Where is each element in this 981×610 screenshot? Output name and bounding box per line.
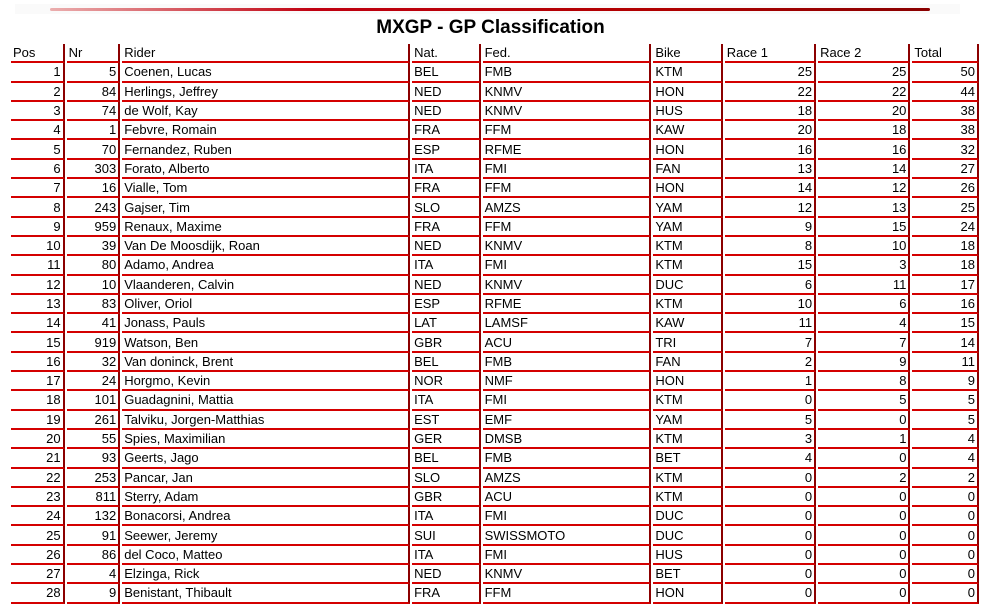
cell-pos: 14 xyxy=(11,314,65,333)
header-brush-stroke xyxy=(15,4,960,14)
cell-total: 18 xyxy=(912,256,979,275)
cell-race2: 5 xyxy=(818,391,910,410)
cell-bike: KTM xyxy=(653,430,722,449)
cell-fed: AMZS xyxy=(483,469,652,488)
table-row xyxy=(11,333,979,352)
cell-fed: SWISSMOTO xyxy=(483,526,652,545)
cell-total: 2 xyxy=(912,469,979,488)
cell-race2: 25 xyxy=(818,63,910,82)
table-row xyxy=(11,63,979,82)
cell-nat: FRA xyxy=(412,584,480,603)
column-header-race2: Race 2 xyxy=(818,44,910,63)
cell-nat: GER xyxy=(412,430,480,449)
cell-nat: ITA xyxy=(412,160,480,179)
cell-bike: HUS xyxy=(653,102,722,121)
cell-race2: 4 xyxy=(818,314,910,333)
cell-nr: 253 xyxy=(67,469,121,488)
cell-pos: 16 xyxy=(11,353,65,372)
table-row xyxy=(11,140,979,159)
cell-nat: NED xyxy=(412,276,480,295)
cell-race2: 14 xyxy=(818,160,910,179)
cell-total: 0 xyxy=(912,565,979,584)
cell-bike: HUS xyxy=(653,546,722,565)
cell-fed: FMI xyxy=(483,160,652,179)
cell-nr: 70 xyxy=(67,140,121,159)
cell-rider: Gajser, Tim xyxy=(122,198,410,217)
cell-pos: 4 xyxy=(11,121,65,140)
cell-race2: 18 xyxy=(818,121,910,140)
cell-rider: Geerts, Jago xyxy=(122,449,410,468)
cell-nr: 39 xyxy=(67,237,121,256)
cell-nat: NOR xyxy=(412,372,480,391)
classification-table xyxy=(9,44,981,604)
cell-bike: KAW xyxy=(653,121,722,140)
cell-race1: 1 xyxy=(725,372,816,391)
cell-race2: 6 xyxy=(818,295,910,314)
cell-pos: 5 xyxy=(11,140,65,159)
cell-pos: 8 xyxy=(11,198,65,217)
cell-bike: YAM xyxy=(653,411,722,430)
cell-nat: ITA xyxy=(412,507,480,526)
cell-nat: SLO xyxy=(412,198,480,217)
cell-pos: 21 xyxy=(11,449,65,468)
cell-race1: 0 xyxy=(725,565,816,584)
cell-rider: Febvre, Romain xyxy=(122,121,410,140)
cell-rider: Oliver, Oriol xyxy=(122,295,410,314)
cell-fed: KNMV xyxy=(483,102,652,121)
cell-race2: 10 xyxy=(818,237,910,256)
cell-rider: Horgmo, Kevin xyxy=(122,372,410,391)
cell-fed: FFM xyxy=(483,121,652,140)
cell-bike: DUC xyxy=(653,507,722,526)
cell-bike: BET xyxy=(653,565,722,584)
cell-fed: KNMV xyxy=(483,237,652,256)
cell-race1: 4 xyxy=(725,449,816,468)
column-header-nr: Nr xyxy=(67,44,121,63)
table-row xyxy=(11,353,979,372)
cell-pos: 26 xyxy=(11,546,65,565)
cell-race1: 15 xyxy=(725,256,816,275)
cell-fed: FFM xyxy=(483,179,652,198)
table-row xyxy=(11,391,979,410)
table-row xyxy=(11,372,979,391)
cell-race2: 7 xyxy=(818,333,910,352)
cell-fed: FMB xyxy=(483,449,652,468)
cell-total: 32 xyxy=(912,140,979,159)
cell-race1: 0 xyxy=(725,469,816,488)
cell-pos: 2 xyxy=(11,83,65,102)
cell-pos: 20 xyxy=(11,430,65,449)
cell-rider: Vialle, Tom xyxy=(122,179,410,198)
cell-bike: KTM xyxy=(653,469,722,488)
table-row xyxy=(11,469,979,488)
cell-rider: Jonass, Pauls xyxy=(122,314,410,333)
column-header-fed: Fed. xyxy=(483,44,652,63)
cell-race1: 8 xyxy=(725,237,816,256)
cell-fed: RFME xyxy=(483,140,652,159)
cell-pos: 28 xyxy=(11,584,65,603)
cell-pos: 11 xyxy=(11,256,65,275)
cell-nat: ITA xyxy=(412,391,480,410)
cell-bike: FAN xyxy=(653,353,722,372)
cell-rider: del Coco, Matteo xyxy=(122,546,410,565)
cell-bike: HON xyxy=(653,140,722,159)
cell-rider: Elzinga, Rick xyxy=(122,565,410,584)
table-row xyxy=(11,179,979,198)
cell-fed: ACU xyxy=(483,488,652,507)
cell-race1: 0 xyxy=(725,391,816,410)
cell-pos: 13 xyxy=(11,295,65,314)
cell-nat: ITA xyxy=(412,546,480,565)
table-row xyxy=(11,546,979,565)
table-row xyxy=(11,160,979,179)
cell-race2: 12 xyxy=(818,179,910,198)
cell-rider: Van doninck, Brent xyxy=(122,353,410,372)
cell-nat: NED xyxy=(412,83,480,102)
cell-bike: KAW xyxy=(653,314,722,333)
cell-total: 24 xyxy=(912,218,979,237)
cell-rider: Fernandez, Ruben xyxy=(122,140,410,159)
cell-total: 38 xyxy=(912,121,979,140)
cell-race1: 12 xyxy=(725,198,816,217)
cell-rider: Sterry, Adam xyxy=(122,488,410,507)
cell-rider: Guadagnini, Mattia xyxy=(122,391,410,410)
cell-bike: KTM xyxy=(653,256,722,275)
cell-race1: 18 xyxy=(725,102,816,121)
cell-bike: FAN xyxy=(653,160,722,179)
cell-race2: 0 xyxy=(818,526,910,545)
cell-pos: 25 xyxy=(11,526,65,545)
table-row xyxy=(11,237,979,256)
cell-nat: SUI xyxy=(412,526,480,545)
cell-fed: FMI xyxy=(483,256,652,275)
cell-nr: 811 xyxy=(67,488,121,507)
cell-race2: 15 xyxy=(818,218,910,237)
cell-race2: 3 xyxy=(818,256,910,275)
cell-nat: GBR xyxy=(412,488,480,507)
cell-pos: 19 xyxy=(11,411,65,430)
cell-nat: EST xyxy=(412,411,480,430)
cell-race2: 16 xyxy=(818,140,910,159)
cell-bike: KTM xyxy=(653,488,722,507)
cell-rider: Spies, Maximilian xyxy=(122,430,410,449)
cell-race2: 0 xyxy=(818,546,910,565)
cell-total: 16 xyxy=(912,295,979,314)
table-row xyxy=(11,584,979,603)
cell-race2: 22 xyxy=(818,83,910,102)
cell-fed: KNMV xyxy=(483,276,652,295)
column-header-nat: Nat. xyxy=(412,44,480,63)
cell-nat: SLO xyxy=(412,469,480,488)
cell-nr: 83 xyxy=(67,295,121,314)
cell-rider: Seewer, Jeremy xyxy=(122,526,410,545)
cell-total: 27 xyxy=(912,160,979,179)
column-header-pos: Pos xyxy=(11,44,65,63)
table-row xyxy=(11,449,979,468)
cell-nr: 1 xyxy=(67,121,121,140)
cell-bike: HON xyxy=(653,372,722,391)
cell-nr: 4 xyxy=(67,565,121,584)
cell-race2: 0 xyxy=(818,449,910,468)
cell-nr: 24 xyxy=(67,372,121,391)
cell-nat: LAT xyxy=(412,314,480,333)
cell-nr: 91 xyxy=(67,526,121,545)
cell-nr: 303 xyxy=(67,160,121,179)
cell-total: 5 xyxy=(912,411,979,430)
cell-total: 0 xyxy=(912,584,979,603)
cell-pos: 1 xyxy=(11,63,65,82)
cell-nat: BEL xyxy=(412,63,480,82)
cell-rider: Van De Moosdijk, Roan xyxy=(122,237,410,256)
cell-race1: 14 xyxy=(725,179,816,198)
cell-nr: 93 xyxy=(67,449,121,468)
table-row xyxy=(11,256,979,275)
cell-fed: FFM xyxy=(483,218,652,237)
cell-pos: 18 xyxy=(11,391,65,410)
cell-pos: 22 xyxy=(11,469,65,488)
table-row xyxy=(11,198,979,217)
cell-pos: 7 xyxy=(11,179,65,198)
cell-pos: 6 xyxy=(11,160,65,179)
cell-nat: ESP xyxy=(412,295,480,314)
cell-race1: 0 xyxy=(725,507,816,526)
cell-nat: FRA xyxy=(412,218,480,237)
cell-nat: NED xyxy=(412,102,480,121)
cell-nr: 86 xyxy=(67,546,121,565)
cell-nat: ITA xyxy=(412,256,480,275)
cell-pos: 3 xyxy=(11,102,65,121)
cell-race2: 0 xyxy=(818,488,910,507)
cell-nat: FRA xyxy=(412,121,480,140)
cell-fed: AMZS xyxy=(483,198,652,217)
cell-race1: 11 xyxy=(725,314,816,333)
cell-pos: 15 xyxy=(11,333,65,352)
cell-fed: FMI xyxy=(483,391,652,410)
cell-nr: 959 xyxy=(67,218,121,237)
cell-race1: 0 xyxy=(725,526,816,545)
cell-race1: 22 xyxy=(725,83,816,102)
cell-race1: 3 xyxy=(725,430,816,449)
cell-pos: 10 xyxy=(11,237,65,256)
cell-total: 17 xyxy=(912,276,979,295)
cell-total: 11 xyxy=(912,353,979,372)
cell-race1: 0 xyxy=(725,546,816,565)
cell-total: 44 xyxy=(912,83,979,102)
table-row xyxy=(11,488,979,507)
cell-fed: LAMSF xyxy=(483,314,652,333)
cell-fed: RFME xyxy=(483,295,652,314)
column-header-bike: Bike xyxy=(653,44,722,63)
cell-pos: 23 xyxy=(11,488,65,507)
table-row xyxy=(11,121,979,140)
cell-total: 15 xyxy=(912,314,979,333)
column-header-total: Total xyxy=(912,44,979,63)
cell-rider: Forato, Alberto xyxy=(122,160,410,179)
cell-bike: DUC xyxy=(653,276,722,295)
cell-rider: Renaux, Maxime xyxy=(122,218,410,237)
cell-rider: Bonacorsi, Andrea xyxy=(122,507,410,526)
cell-nr: 16 xyxy=(67,179,121,198)
cell-bike: KTM xyxy=(653,63,722,82)
cell-pos: 24 xyxy=(11,507,65,526)
cell-rider: Vlaanderen, Calvin xyxy=(122,276,410,295)
cell-fed: NMF xyxy=(483,372,652,391)
cell-race1: 5 xyxy=(725,411,816,430)
cell-rider: Adamo, Andrea xyxy=(122,256,410,275)
table-row xyxy=(11,526,979,545)
cell-race2: 20 xyxy=(818,102,910,121)
table-row xyxy=(11,83,979,102)
cell-race2: 13 xyxy=(818,198,910,217)
cell-race1: 13 xyxy=(725,160,816,179)
cell-bike: BET xyxy=(653,449,722,468)
cell-race2: 0 xyxy=(818,507,910,526)
table-row xyxy=(11,295,979,314)
cell-fed: FMB xyxy=(483,353,652,372)
cell-race2: 9 xyxy=(818,353,910,372)
table-row xyxy=(11,411,979,430)
cell-fed: FMB xyxy=(483,63,652,82)
cell-fed: ACU xyxy=(483,333,652,352)
cell-rider: Coenen, Lucas xyxy=(122,63,410,82)
cell-nr: 74 xyxy=(67,102,121,121)
cell-race1: 7 xyxy=(725,333,816,352)
cell-nr: 80 xyxy=(67,256,121,275)
cell-total: 4 xyxy=(912,449,979,468)
cell-total: 25 xyxy=(912,198,979,217)
cell-race2: 2 xyxy=(818,469,910,488)
cell-rider: Herlings, Jeffrey xyxy=(122,83,410,102)
table-header-row xyxy=(11,44,979,63)
cell-race1: 0 xyxy=(725,488,816,507)
cell-fed: DMSB xyxy=(483,430,652,449)
cell-bike: TRI xyxy=(653,333,722,352)
cell-total: 0 xyxy=(912,526,979,545)
cell-rider: de Wolf, Kay xyxy=(122,102,410,121)
cell-nat: BEL xyxy=(412,449,480,468)
cell-bike: HON xyxy=(653,584,722,603)
cell-nr: 9 xyxy=(67,584,121,603)
cell-nr: 919 xyxy=(67,333,121,352)
cell-race1: 10 xyxy=(725,295,816,314)
cell-race1: 9 xyxy=(725,218,816,237)
cell-bike: KTM xyxy=(653,295,722,314)
cell-pos: 9 xyxy=(11,218,65,237)
table-row xyxy=(11,314,979,333)
cell-nr: 5 xyxy=(67,63,121,82)
cell-rider: Pancar, Jan xyxy=(122,469,410,488)
cell-nr: 32 xyxy=(67,353,121,372)
cell-fed: FFM xyxy=(483,584,652,603)
cell-race2: 0 xyxy=(818,565,910,584)
cell-bike: HON xyxy=(653,83,722,102)
cell-fed: KNMV xyxy=(483,83,652,102)
cell-rider: Watson, Ben xyxy=(122,333,410,352)
cell-total: 38 xyxy=(912,102,979,121)
cell-bike: KTM xyxy=(653,237,722,256)
cell-fed: EMF xyxy=(483,411,652,430)
table-row xyxy=(11,218,979,237)
cell-fed: FMI xyxy=(483,546,652,565)
cell-bike: HON xyxy=(653,179,722,198)
cell-race1: 25 xyxy=(725,63,816,82)
cell-race2: 0 xyxy=(818,584,910,603)
table-row xyxy=(11,276,979,295)
column-header-race1: Race 1 xyxy=(725,44,816,63)
cell-nat: FRA xyxy=(412,179,480,198)
cell-bike: DUC xyxy=(653,526,722,545)
cell-total: 18 xyxy=(912,237,979,256)
cell-nat: BEL xyxy=(412,353,480,372)
cell-fed: FMI xyxy=(483,507,652,526)
cell-race1: 16 xyxy=(725,140,816,159)
cell-total: 50 xyxy=(912,63,979,82)
cell-total: 0 xyxy=(912,507,979,526)
cell-race1: 0 xyxy=(725,584,816,603)
table-row xyxy=(11,430,979,449)
cell-nr: 41 xyxy=(67,314,121,333)
cell-rider: Benistant, Thibault xyxy=(122,584,410,603)
cell-nat: NED xyxy=(412,565,480,584)
cell-nr: 10 xyxy=(67,276,121,295)
cell-pos: 27 xyxy=(11,565,65,584)
table-row xyxy=(11,102,979,121)
table-row xyxy=(11,565,979,584)
cell-pos: 12 xyxy=(11,276,65,295)
cell-fed: KNMV xyxy=(483,565,652,584)
cell-nat: GBR xyxy=(412,333,480,352)
page-title: MXGP - GP Classification xyxy=(376,17,605,38)
cell-race2: 11 xyxy=(818,276,910,295)
cell-race2: 0 xyxy=(818,411,910,430)
cell-bike: YAM xyxy=(653,218,722,237)
cell-total: 14 xyxy=(912,333,979,352)
cell-pos: 17 xyxy=(11,372,65,391)
cell-nr: 261 xyxy=(67,411,121,430)
cell-nr: 132 xyxy=(67,507,121,526)
cell-bike: YAM xyxy=(653,198,722,217)
cell-nr: 55 xyxy=(67,430,121,449)
cell-bike: KTM xyxy=(653,391,722,410)
cell-total: 0 xyxy=(912,488,979,507)
cell-rider: Talviku, Jorgen-Matthias xyxy=(122,411,410,430)
cell-total: 5 xyxy=(912,391,979,410)
cell-race2: 1 xyxy=(818,430,910,449)
cell-total: 0 xyxy=(912,546,979,565)
cell-race1: 20 xyxy=(725,121,816,140)
cell-nat: NED xyxy=(412,237,480,256)
cell-race1: 6 xyxy=(725,276,816,295)
cell-nr: 101 xyxy=(67,391,121,410)
cell-nr: 84 xyxy=(67,83,121,102)
cell-total: 4 xyxy=(912,430,979,449)
cell-total: 9 xyxy=(912,372,979,391)
cell-nat: ESP xyxy=(412,140,480,159)
cell-nr: 243 xyxy=(67,198,121,217)
cell-race2: 8 xyxy=(818,372,910,391)
column-header-rider: Rider xyxy=(122,44,410,63)
table-row xyxy=(11,507,979,526)
cell-race1: 2 xyxy=(725,353,816,372)
cell-total: 26 xyxy=(912,179,979,198)
